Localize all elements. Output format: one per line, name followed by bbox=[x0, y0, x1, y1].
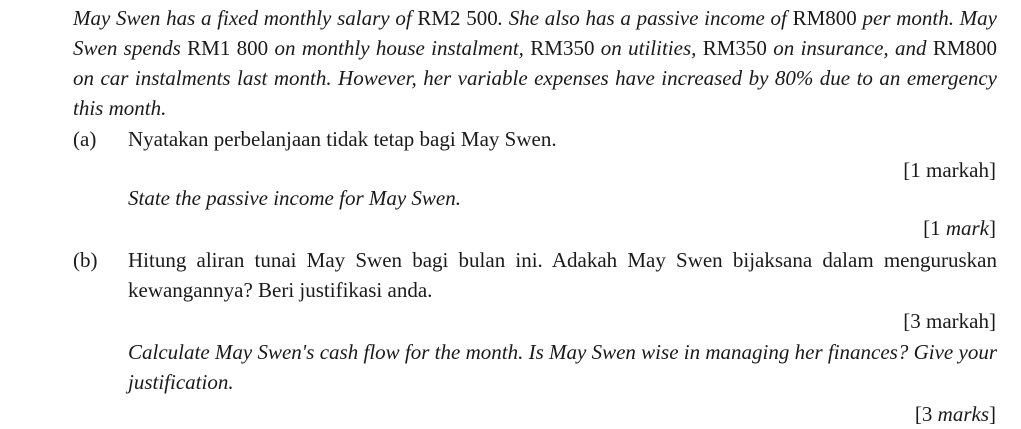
question-b-malay-marks: [3 markah] bbox=[903, 309, 996, 333]
amount-car-instalment: RM800 bbox=[932, 36, 998, 60]
stem-text: on monthly house instalment, bbox=[268, 36, 531, 60]
question-b-english: Calculate May Swen's cash flow for the month. Is May Swen wise in managing her finances? Give your justification. bbox=[128, 340, 997, 394]
question-b-english-marks bbox=[915, 399, 996, 429]
stem-text: May Swen has a fixed monthly salary of bbox=[73, 6, 418, 30]
stem-text: on insurance, and bbox=[766, 36, 933, 60]
question-a-english: State the passive income for May Swen. bbox=[128, 186, 462, 210]
amount-salary: RM2 500 bbox=[417, 6, 498, 30]
amount-passive-income: RM800 bbox=[792, 6, 857, 30]
marks-word: marks bbox=[937, 402, 989, 426]
stem-text: on car instalments last month. However, her variable expenses have increased by 80% due to an emergency this month. bbox=[73, 66, 997, 120]
question-b-malay: Hitung aliran tunai May Swen bagi bulan ini. Adakah May Swen bijaksana dalam menguruskan kewangannya? Beri justifikasi anda. bbox=[128, 248, 997, 302]
stem-text: per month. May Swen spends bbox=[73, 6, 997, 60]
question-a-malay: Nyatakan perbelanjaan tidak tetap bagi May Swen. bbox=[128, 127, 557, 151]
amount-insurance: RM350 bbox=[702, 36, 767, 60]
stem-text: on utilities, bbox=[594, 36, 703, 60]
marks-bracket-close: ] bbox=[989, 402, 996, 426]
amount-utilities: RM350 bbox=[530, 36, 595, 60]
marks-word: mark bbox=[945, 216, 989, 240]
marks-bracket-open: [3 bbox=[914, 402, 938, 426]
stem-text: . She also has a passive income of bbox=[497, 6, 793, 30]
question-a-label: (a) bbox=[73, 127, 97, 151]
marks-bracket-close: ] bbox=[989, 216, 996, 240]
question-a-english-marks bbox=[923, 213, 996, 243]
amount-house-instalment: RM1 800 bbox=[187, 36, 269, 60]
question-stem bbox=[73, 3, 997, 123]
marks-bracket-open: [1 bbox=[923, 216, 946, 240]
question-a-malay-marks: [1 markah] bbox=[903, 158, 996, 182]
question-b-label: (b) bbox=[73, 248, 98, 272]
